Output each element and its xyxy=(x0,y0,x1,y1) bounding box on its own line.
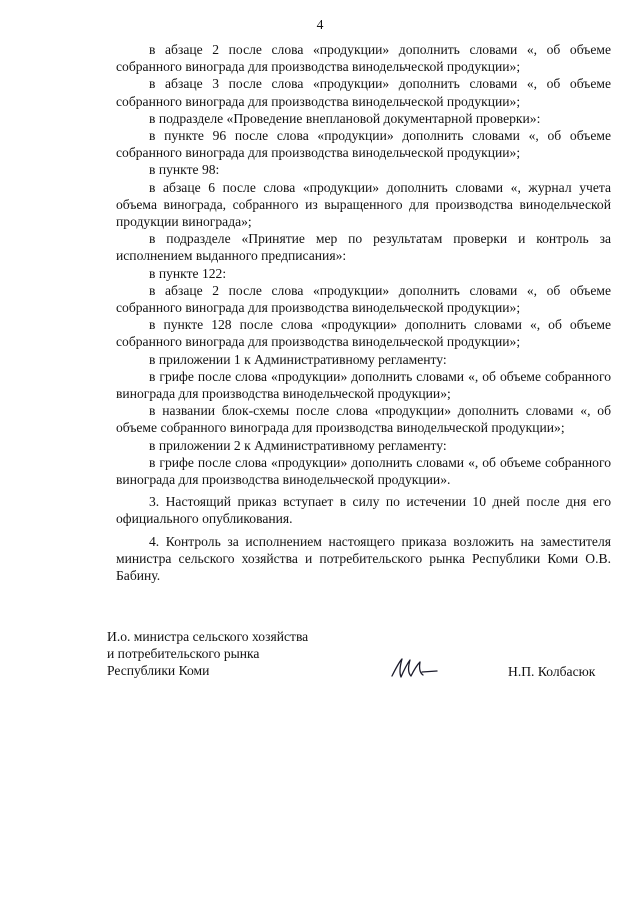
paragraph: в пункте 122: xyxy=(149,265,227,281)
paragraph: в абзаце 3 после слова «продукции» дополнить словами «, об объеме собранного винограда для производства винодельческой продукции»; xyxy=(116,76,611,109)
paragraph: в абзаце 2 после слова «продукции» дополнить словами «, об объеме собранного винограда для производства винодельческой продукции»; xyxy=(116,42,611,75)
signatory-name: Н.П. Колбасюк xyxy=(508,664,596,679)
paragraph: в пункте 96 после слова «продукции» дополнить словами «, об объеме собранного винограда для производства винодельческой продукции»; xyxy=(116,128,611,161)
page-number: 4 xyxy=(316,17,324,32)
paragraph-clause-3: 3. Настоящий приказ вступает в силу по истечении 10 дней после дня его официального опубликования. xyxy=(116,494,611,527)
paragraph: в приложении 2 к Административному регламенту: xyxy=(149,437,447,453)
paragraph: в абзаце 2 после слова «продукции» дополнить словами «, об объеме собранного винограда для производства винодельческой продукции»; xyxy=(116,282,611,316)
signatory-title xyxy=(107,628,308,679)
paragraph: в пункте 98: xyxy=(149,162,220,178)
paragraph: в пункте 128 после слова «продукции» дополнить словами «, об объеме собранного винограда для производства винодельческой продукции»; xyxy=(116,317,611,350)
paragraph: в подразделе «Проведение внеплановой документарной проверки»: xyxy=(149,110,541,126)
paragraph-clause-4: 4. Контроль за исполнением настоящего приказа возложить на заместителя министра сельского хозяйства и потребительского рынка Республики Коми О.В. Бабину. xyxy=(116,533,611,584)
paragraph: в грифе после слова «продукции» дополнить словами «, об объеме собранного винограда для производства винодельческой продукции»; xyxy=(116,368,611,402)
paragraph: в названии блок-схемы после слова «продукции» дополнить словами «, об объеме собранного винограда для производства винодельческой продукции»; xyxy=(116,403,611,436)
paragraph: в подразделе «Принятие мер по результатам проверки и контроль за исполнением выданного предписания»: xyxy=(116,231,611,264)
document-body xyxy=(116,41,611,584)
signatory-line: Республики Коми xyxy=(107,663,210,678)
paragraph: в приложении 1 к Административному регламенту: xyxy=(149,351,447,367)
handwritten-signature xyxy=(389,654,439,682)
paragraph: в абзаце 6 после слова «продукции» дополнить словами «, журнал учета объема винограда, собранного из выращенного для производства винодельческой продукции винограда»; xyxy=(116,179,611,230)
paragraph: в грифе после слова «продукции» дополнить словами «, об объеме собранного винограда для производства винодельческой продукции». xyxy=(116,454,611,488)
signatory-line: и потребительского рынка xyxy=(107,646,260,661)
signatory-line: И.о. министра сельского хозяйства xyxy=(107,629,309,644)
